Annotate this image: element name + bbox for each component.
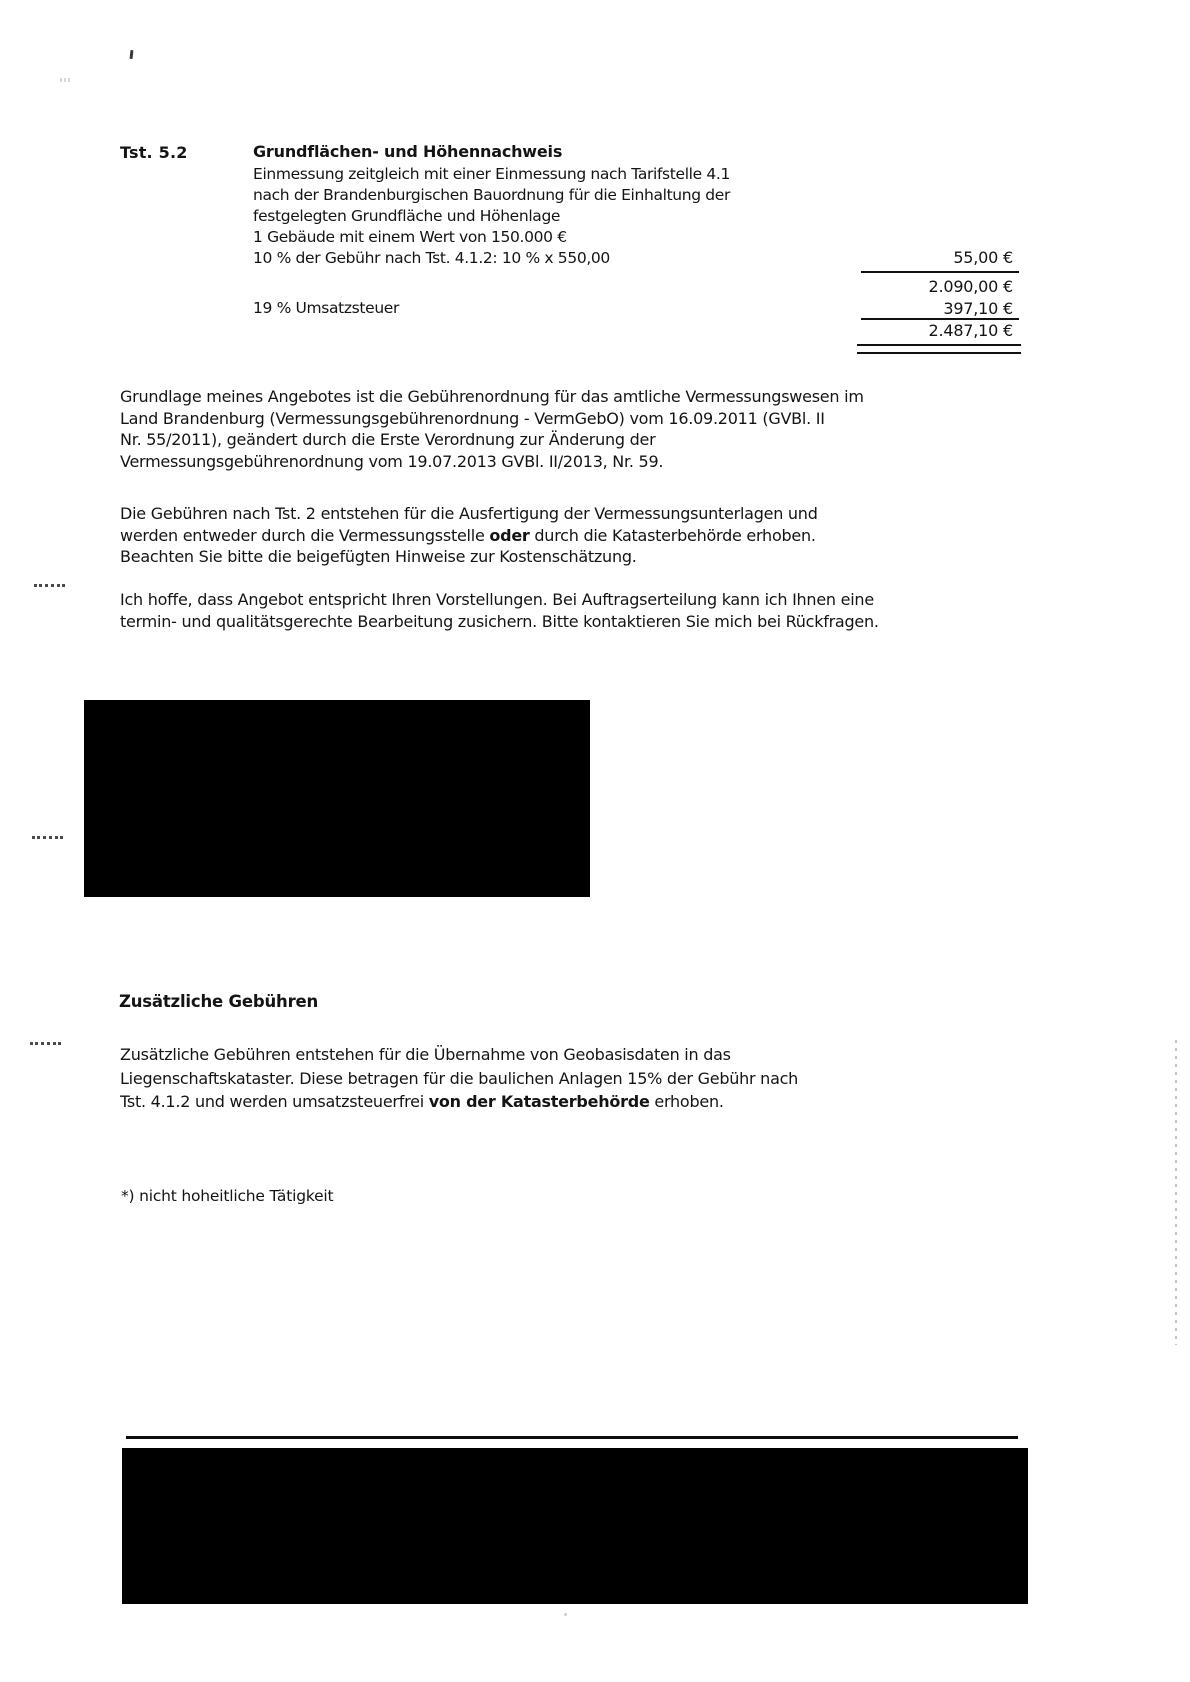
additional-fees-heading: Zusätzliche Gebühren — [119, 992, 319, 1011]
text-line: nach der Brandenburgischen Bauordnung für die Einhaltung der — [253, 186, 731, 204]
scan-artifact-smudge — [60, 78, 72, 82]
text-line: festgelegten Grundfläche und Höhenlage — [253, 207, 561, 225]
total-amount: 2.487,10 € — [928, 321, 1013, 340]
text-line: Nr. 55/2011), geändert durch die Erste Verordnung zur Änderung der — [120, 430, 656, 450]
subtotal-rule — [861, 271, 1019, 273]
text-line: Die Gebühren nach Tst. 2 entstehen für die Ausfertigung der Vermessungsunterlagen und — [120, 504, 818, 523]
text-line: Tst. 4.1.2 und werden umsatzsteuerfrei von der Katasterbehörde erhoben. — [120, 1092, 724, 1111]
total-rule — [861, 318, 1019, 320]
fee-item-description — [253, 164, 730, 248]
fee-calculation-label: 10 % der Gebühr nach Tst. 4.1.2: 10 % x 550,00 — [253, 249, 610, 267]
footnote: *) nicht hoheitliche Tätigkeit — [121, 1187, 334, 1205]
text-line: termin- und qualitätsgerechte Bearbeitung zusichern. Bitte kontaktieren Sie mich bei Rückfragen. — [120, 611, 879, 631]
scan-artifact-tick — [130, 50, 134, 59]
text-line: werden entweder durch die Vermessungsstelle oder durch die Katasterbehörde erhoben. — [120, 525, 816, 545]
scan-artifact-dot — [564, 1613, 567, 1616]
fee-item-number: Tst. 5.2 — [120, 143, 188, 162]
margin-fold-mark-3 — [30, 1042, 61, 1045]
margin-fold-mark-1 — [34, 584, 65, 587]
paragraph-closing — [120, 589, 879, 632]
subtotal-amount: 2.090,00 € — [928, 277, 1013, 296]
vat-amount: 397,10 € — [943, 299, 1013, 318]
margin-fold-mark-2 — [32, 836, 63, 839]
text-line: Beachten Sie bitte die beigefügten Hinweise zur Kostenschätzung. — [120, 547, 637, 567]
text-line: Land Brandenburg (Vermessungsgebührenordnung - VermGebO) vom 16.09.2011 (GVBl. II — [120, 408, 825, 428]
paragraph-fee-notice — [120, 503, 818, 568]
text-line: Grundlage meines Angebotes ist die Gebührenordnung für das amtliche Vermessungswesen im — [120, 387, 864, 406]
right-fold-line — [1175, 1040, 1177, 1345]
text-line: Liegenschaftskataster. Diese betragen für die baulichen Anlagen 15% der Gebühr nach — [120, 1068, 799, 1088]
vat-label: 19 % Umsatzsteuer — [253, 299, 400, 317]
grand-total-double-rule — [857, 344, 1021, 354]
paragraph-legal-basis — [120, 386, 864, 472]
text-line: Vermessungsgebührenordnung vom 19.07.2013 GVBl. II/2013, Nr. 59. — [120, 451, 664, 471]
text-line: Einmessung zeitgleich mit einer Einmessung nach Tarifstelle 4.1 — [253, 165, 730, 183]
text-line: 1 Gebäude mit einem Wert von 150.000 € — [253, 228, 567, 246]
text-line: Ich hoffe, dass Angebot entspricht Ihren Vorstellungen. Bei Auftragserteilung kann ich Ihnen eine — [120, 590, 874, 609]
text-line: Zusätzliche Gebühren entstehen für die Übernahme von Geobasisdaten in das — [120, 1045, 731, 1064]
redaction-block-signature — [84, 700, 590, 897]
fee-amount: 55,00 € — [953, 248, 1013, 267]
footer-rule — [126, 1436, 1018, 1439]
paragraph-additional-fees — [120, 1043, 798, 1114]
fee-item-title: Grundflächen- und Höhennachweis — [253, 142, 563, 161]
redaction-block-footer — [122, 1448, 1028, 1604]
